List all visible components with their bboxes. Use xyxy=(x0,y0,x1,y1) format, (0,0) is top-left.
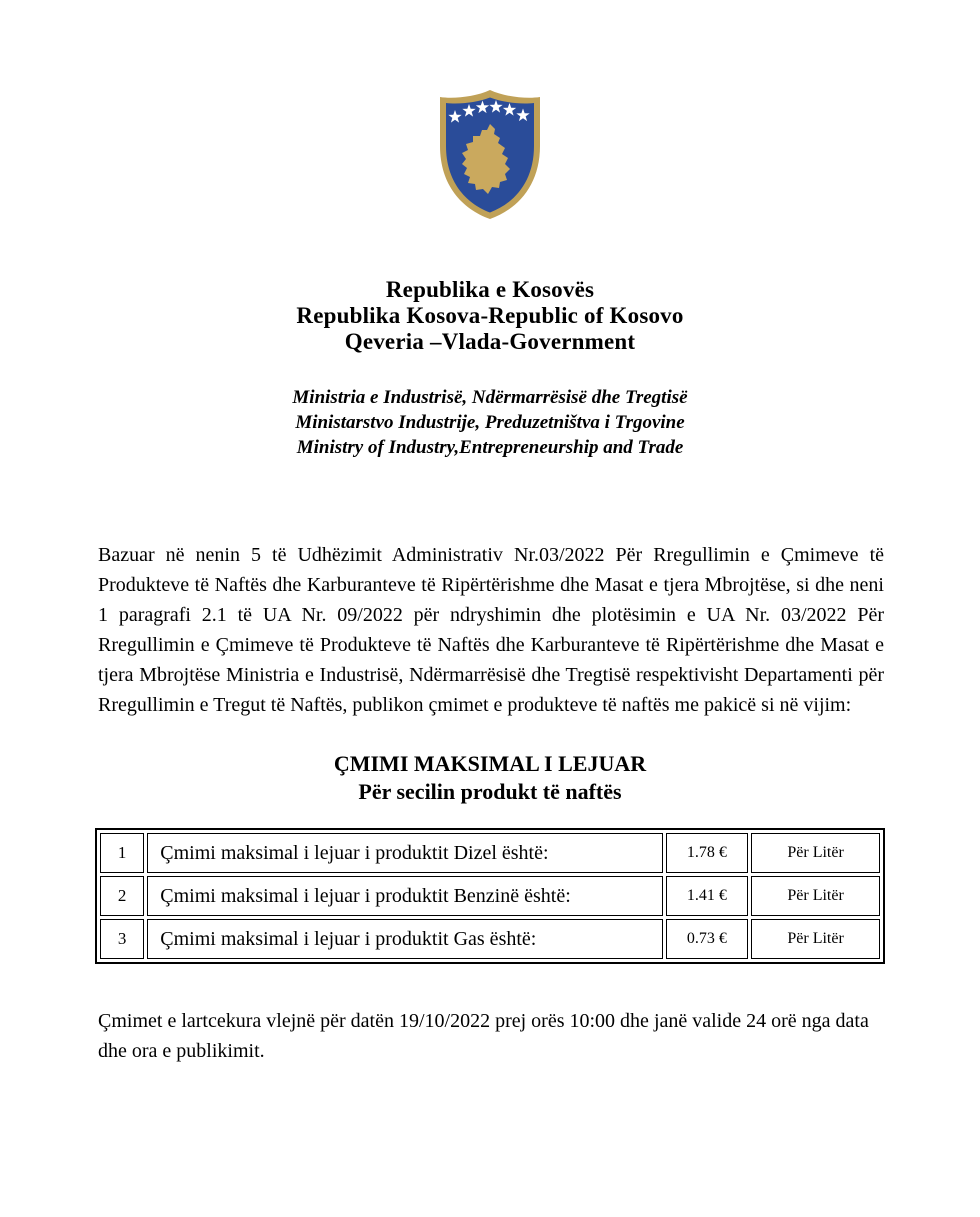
title-line-government: Qeveria –Vlada-Government xyxy=(344,329,636,354)
row-unit: Për Litër xyxy=(751,876,880,916)
row-price: 1.78 € xyxy=(666,833,749,873)
row-description: Çmimi maksimal i lejuar i produktit Benzinë është: xyxy=(147,876,662,916)
ministry-title-block xyxy=(0,385,980,460)
ministry-line-english: Ministry of Industry,Entrepreneurship and Trade xyxy=(296,437,684,458)
section-title: ÇMIMI MAKSIMAL I LEJUAR xyxy=(333,751,647,776)
row-number: 2 xyxy=(100,876,144,916)
title-line-bilingual: Republika Kosova-Republic of Kosovo xyxy=(296,303,684,328)
row-price: 0.73 € xyxy=(666,919,749,959)
row-description: Çmimi maksimal i lejuar i produktit Dizel është: xyxy=(147,833,662,873)
section-subtitle: Për secilin produkt të naftës xyxy=(358,779,622,804)
kosovo-coat-of-arms-icon xyxy=(435,88,545,221)
table-row-benzine xyxy=(100,876,880,916)
ministry-line-albanian: Ministria e Industrisë, Ndërmarrësisë dhe Tregtisë xyxy=(292,387,688,408)
document-page xyxy=(0,88,980,1217)
section-heading xyxy=(0,750,980,806)
intro-paragraph: Bazuar në nenin 5 të Udhëzimit Administrativ Nr.03/2022 Për Rregullimin e Çmimeve të Produkteve të Naftës dhe Karburanteve të Ripërtërishme dhe Masat e tjera Mbrojtëse, si dhe neni 1 paragrafi 2.1 të UA Nr. 09/2022 për ndryshimin dhe plotësimin e UA Nr. 03/2022 Për Rregullimin e Çmimeve të Produkteve të Naftës dhe Karburanteve të Ripërtërishme dhe Masat e tjera Mbrojtëse Ministria e Industrisë, Ndërmarrësisë dhe Tregtisë respektivisht Departamenti për Rregullimin e Tregut të Naftës, publikon çmimet e produkteve të naftës me pakicë si në vijim: xyxy=(98,544,884,716)
fuel-price-table xyxy=(95,828,885,964)
row-number: 3 xyxy=(100,919,144,959)
closing-paragraph: Çmimet e lartcekura vlejnë për datën 19/10/2022 prej orës 10:00 dhe janë valide 24 orë nga data dhe ora e publikimit. xyxy=(98,1010,869,1062)
table-row-dizel xyxy=(100,833,880,873)
ministry-line-serbian: Ministarstvo Industrije, Preduzetništva i Trgovine xyxy=(295,412,685,433)
title-line-albanian: Republika e Kosovës xyxy=(385,277,595,302)
row-unit: Për Litër xyxy=(751,919,880,959)
table-row-gas xyxy=(100,919,880,959)
row-unit: Për Litër xyxy=(751,833,880,873)
row-price: 1.41 € xyxy=(666,876,749,916)
row-number: 1 xyxy=(100,833,144,873)
header-title-block xyxy=(0,277,980,355)
row-description: Çmimi maksimal i lejuar i produktit Gas është: xyxy=(147,919,662,959)
